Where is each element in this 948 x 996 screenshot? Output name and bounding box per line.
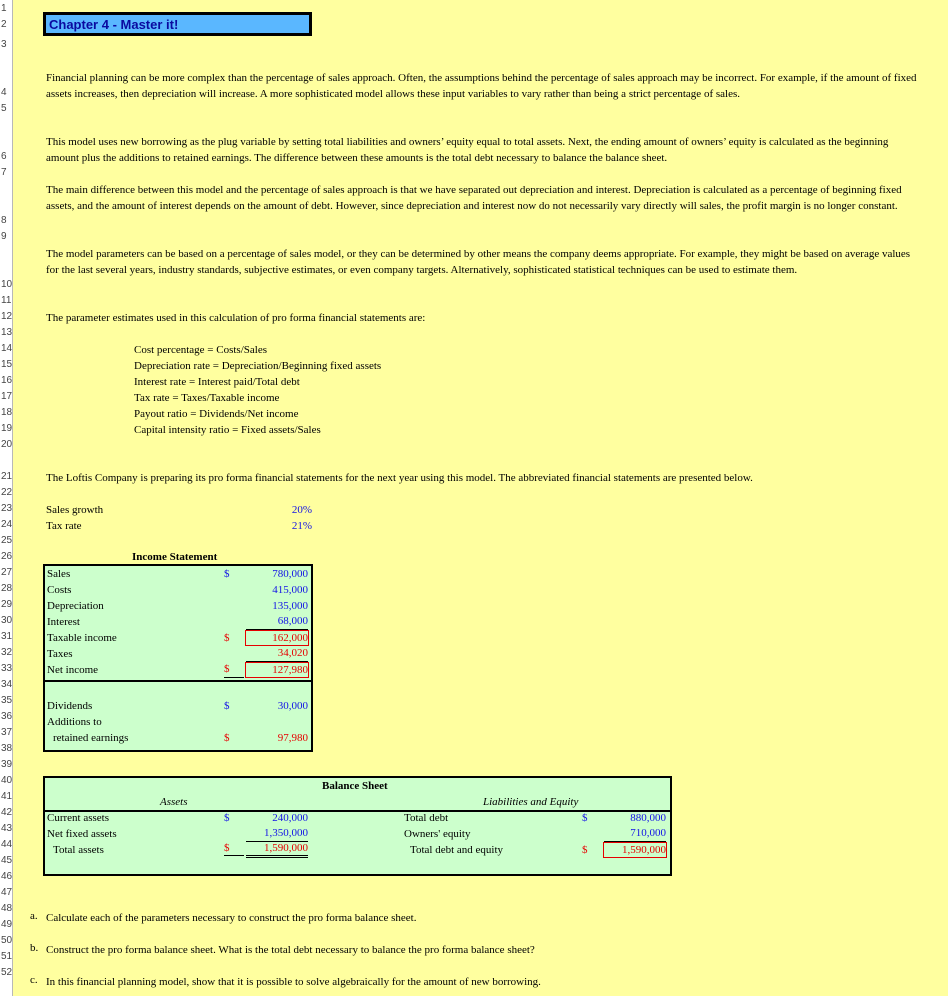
row-number[interactable]: 15 <box>1 359 13 370</box>
parameter-4: Tax rate = Taxes/Taxable income <box>134 392 280 404</box>
row-number[interactable]: 33 <box>1 663 13 674</box>
row-number[interactable]: 29 <box>1 599 13 610</box>
row-number[interactable]: 30 <box>1 615 13 626</box>
row-number[interactable]: 19 <box>1 423 13 434</box>
row-number[interactable]: 18 <box>1 407 13 418</box>
row-number[interactable]: 16 <box>1 375 13 386</box>
row-number[interactable]: 40 <box>1 775 13 786</box>
row-number[interactable]: 25 <box>1 535 13 546</box>
row-number[interactable]: 9 <box>1 231 7 242</box>
net-income-currency: $ <box>224 662 244 678</box>
row-number[interactable]: 44 <box>1 839 13 850</box>
dividends-value[interactable]: 30,000 <box>277 700 308 712</box>
page-title: Chapter 4 - Master it! <box>49 17 179 32</box>
row-number[interactable]: 3 <box>1 39 7 50</box>
row-number[interactable]: 7 <box>1 167 7 178</box>
dividends-label: Dividends <box>47 700 93 712</box>
taxable-income-currency: $ <box>224 632 230 644</box>
row-number[interactable]: 11 <box>1 295 12 306</box>
row-number[interactable]: 48 <box>1 903 13 914</box>
costs-value[interactable]: 415,000 <box>272 584 308 596</box>
title-cell[interactable] <box>43 12 312 36</box>
balance-sheet-body-box <box>43 810 672 876</box>
additions-value[interactable]: 97,980 <box>277 732 308 744</box>
row-number[interactable]: 21 <box>1 471 13 482</box>
taxes-value[interactable]: 34,020 <box>246 646 308 662</box>
balance-sheet-title: Balance Sheet <box>322 780 388 792</box>
row-number[interactable]: 24 <box>1 519 13 530</box>
row-number[interactable]: 22 <box>1 487 13 498</box>
row-number[interactable]: 10 <box>1 279 13 290</box>
depreciation-value[interactable]: 135,000 <box>272 600 308 612</box>
parameter-3: Interest rate = Interest paid/Total debt <box>134 376 300 388</box>
taxes-label: Taxes <box>47 648 73 660</box>
tax-rate-label: Tax rate <box>46 520 82 532</box>
taxable-income-value[interactable]: 162,000 <box>245 630 309 646</box>
row-number[interactable]: 46 <box>1 871 13 882</box>
row-number[interactable]: 1 <box>1 3 7 14</box>
row-number[interactable]: 52 <box>1 967 13 978</box>
sales-value[interactable]: 780,000 <box>272 568 308 580</box>
row-number[interactable]: 4 <box>1 87 7 98</box>
parameter-6: Capital intensity ratio = Fixed assets/Sales <box>134 424 321 436</box>
row-number[interactable]: 26 <box>1 551 13 562</box>
row-number[interactable]: 8 <box>1 215 7 226</box>
question-a-letter: a. <box>30 910 38 922</box>
row-number[interactable]: 23 <box>1 503 13 514</box>
total-debt-value[interactable]: 880,000 <box>630 812 666 824</box>
dividends-currency: $ <box>224 700 230 712</box>
net-income-value[interactable]: 127,980 <box>245 662 309 678</box>
paragraph-5: The parameter estimates used in this calculation of pro forma financial statements are: <box>46 312 426 324</box>
row-number[interactable]: 14 <box>1 343 13 354</box>
total-assets-currency: $ <box>224 842 244 856</box>
total-assets-label: Total assets <box>53 844 104 856</box>
row-number[interactable]: 32 <box>1 647 13 658</box>
sales-growth-value[interactable]: 20% <box>291 504 312 516</box>
total-debt-label: Total debt <box>404 812 449 824</box>
net-fixed-assets-value[interactable]: 1,350,000 <box>246 826 308 842</box>
row-number[interactable]: 49 <box>1 919 13 930</box>
interest-label: Interest <box>47 616 80 628</box>
intro-text: The Loftis Company is preparing its pro forma financial statements for the next year using this model. The abbreviated financial statements are presented below. <box>46 472 753 484</box>
row-number[interactable]: 34 <box>1 679 13 690</box>
current-assets-value[interactable]: 240,000 <box>272 812 308 824</box>
paragraph-1: Financial planning can be more complex than the percentage of sales approach. Often, the assumptions behind the percentage of sales approach may be incorrect. For example, if the amount of fixed assets increases, then depreciation will increase. A more sophisticated model allows these input variables to vary rather than being a strict percentage of sales. <box>46 72 917 100</box>
total-debt-equity-currency: $ <box>582 844 588 856</box>
question-c-letter: c. <box>30 974 38 986</box>
row-number[interactable]: 12 <box>1 311 13 322</box>
question-b-text: Construct the pro forma balance sheet. What is the total debt necessary to balance the pro forma balance sheet? <box>46 944 535 956</box>
assets-header: Assets <box>160 796 188 808</box>
parameter-5: Payout ratio = Dividends/Net income <box>134 408 299 420</box>
row-number[interactable]: 41 <box>1 791 13 802</box>
depreciation-label: Depreciation <box>47 600 104 612</box>
row-number[interactable]: 31 <box>1 631 13 642</box>
row-number[interactable]: 51 <box>1 951 13 962</box>
row-number[interactable]: 43 <box>1 823 13 834</box>
owners-equity-label: Owners' equity <box>404 828 471 840</box>
sales-currency: $ <box>224 568 230 580</box>
row-number[interactable]: 38 <box>1 743 13 754</box>
total-debt-currency: $ <box>582 812 588 824</box>
paragraph-2: This model uses new borrowing as the plug variable by setting total liabilities and owners’ equity equal to total assets. Next, the ending amount of owners’ equity is calculated as the beginning amount plus the additions to retained earnings. The difference between these amounts is the total debt necessary to balance the balance sheet. <box>46 136 889 164</box>
paragraph-3: The main difference between this model and the percentage of sales approach is that we have separated out depreciation and interest. Depreciation is calculated as a percentage of beginning fixed assets, and the amount of interest depends on the amount of debt. However, since depreciation and interest now do not necessarily vary directly will sales, the profit margin is no longer constant. <box>46 184 902 212</box>
question-a-text: Calculate each of the parameters necessary to construct the pro forma balance sheet. <box>46 912 417 924</box>
row-number[interactable]: 17 <box>1 391 13 402</box>
owners-equity-value[interactable]: 710,000 <box>604 826 666 842</box>
current-assets-label: Current assets <box>47 812 110 824</box>
net-income-label: Net income <box>47 664 99 676</box>
parameter-1: Cost percentage = Costs/Sales <box>134 344 267 356</box>
total-debt-equity-value[interactable]: 1,590,000 <box>603 842 667 858</box>
liabilities-header: Liabilities and Equity <box>483 796 579 808</box>
additions-label-line1: Additions to <box>47 716 102 728</box>
question-c-text: In this financial planning model, show that it is possible to solve algebraically for the amount of new borrowing. <box>46 976 541 988</box>
paragraph-4: The model parameters can be based on a percentage of sales model, or they can be determined by other means the company deems appropriate. For example, they might be based on average values for the last several years, industry standards, subjective estimates, or even company targets. Alternatively, sophisticated statistical techniques can be used to estimate them. <box>46 248 911 276</box>
sales-label: Sales <box>47 568 71 580</box>
row-number[interactable]: 27 <box>1 567 13 578</box>
total-assets-value[interactable]: 1,590,000 <box>246 842 308 858</box>
row-number[interactable]: 2 <box>1 19 7 30</box>
current-assets-currency: $ <box>224 812 230 824</box>
parameter-2: Depreciation rate = Depreciation/Beginning fixed assets <box>134 360 382 372</box>
tax-rate-value[interactable]: 21% <box>291 520 312 532</box>
costs-label: Costs <box>47 584 72 596</box>
sales-growth-label: Sales growth <box>46 504 104 516</box>
row-number[interactable]: 20 <box>1 439 13 450</box>
row-number[interactable]: 39 <box>1 759 13 770</box>
taxable-income-label: Taxable income <box>47 632 117 644</box>
row-number[interactable]: 13 <box>1 327 13 338</box>
interest-value[interactable]: 68,000 <box>246 614 308 630</box>
row-number[interactable]: 45 <box>1 855 13 866</box>
row-number[interactable]: 35 <box>1 695 13 706</box>
row-number[interactable]: 50 <box>1 935 13 946</box>
row-number[interactable]: 6 <box>1 151 7 162</box>
row-number[interactable]: 28 <box>1 583 13 594</box>
row-number[interactable]: 36 <box>1 711 13 722</box>
total-debt-equity-label: Total debt and equity <box>410 844 504 856</box>
additions-currency: $ <box>224 732 230 744</box>
row-number[interactable]: 42 <box>1 807 13 818</box>
net-fixed-assets-label: Net fixed assets <box>47 828 117 840</box>
row-number[interactable]: 47 <box>1 887 13 898</box>
row-number[interactable]: 5 <box>1 103 7 114</box>
question-b-letter: b. <box>30 942 39 954</box>
row-number[interactable]: 37 <box>1 727 13 738</box>
additions-label-line2: retained earnings <box>53 732 129 744</box>
income-statement-title: Income Statement <box>132 551 218 563</box>
